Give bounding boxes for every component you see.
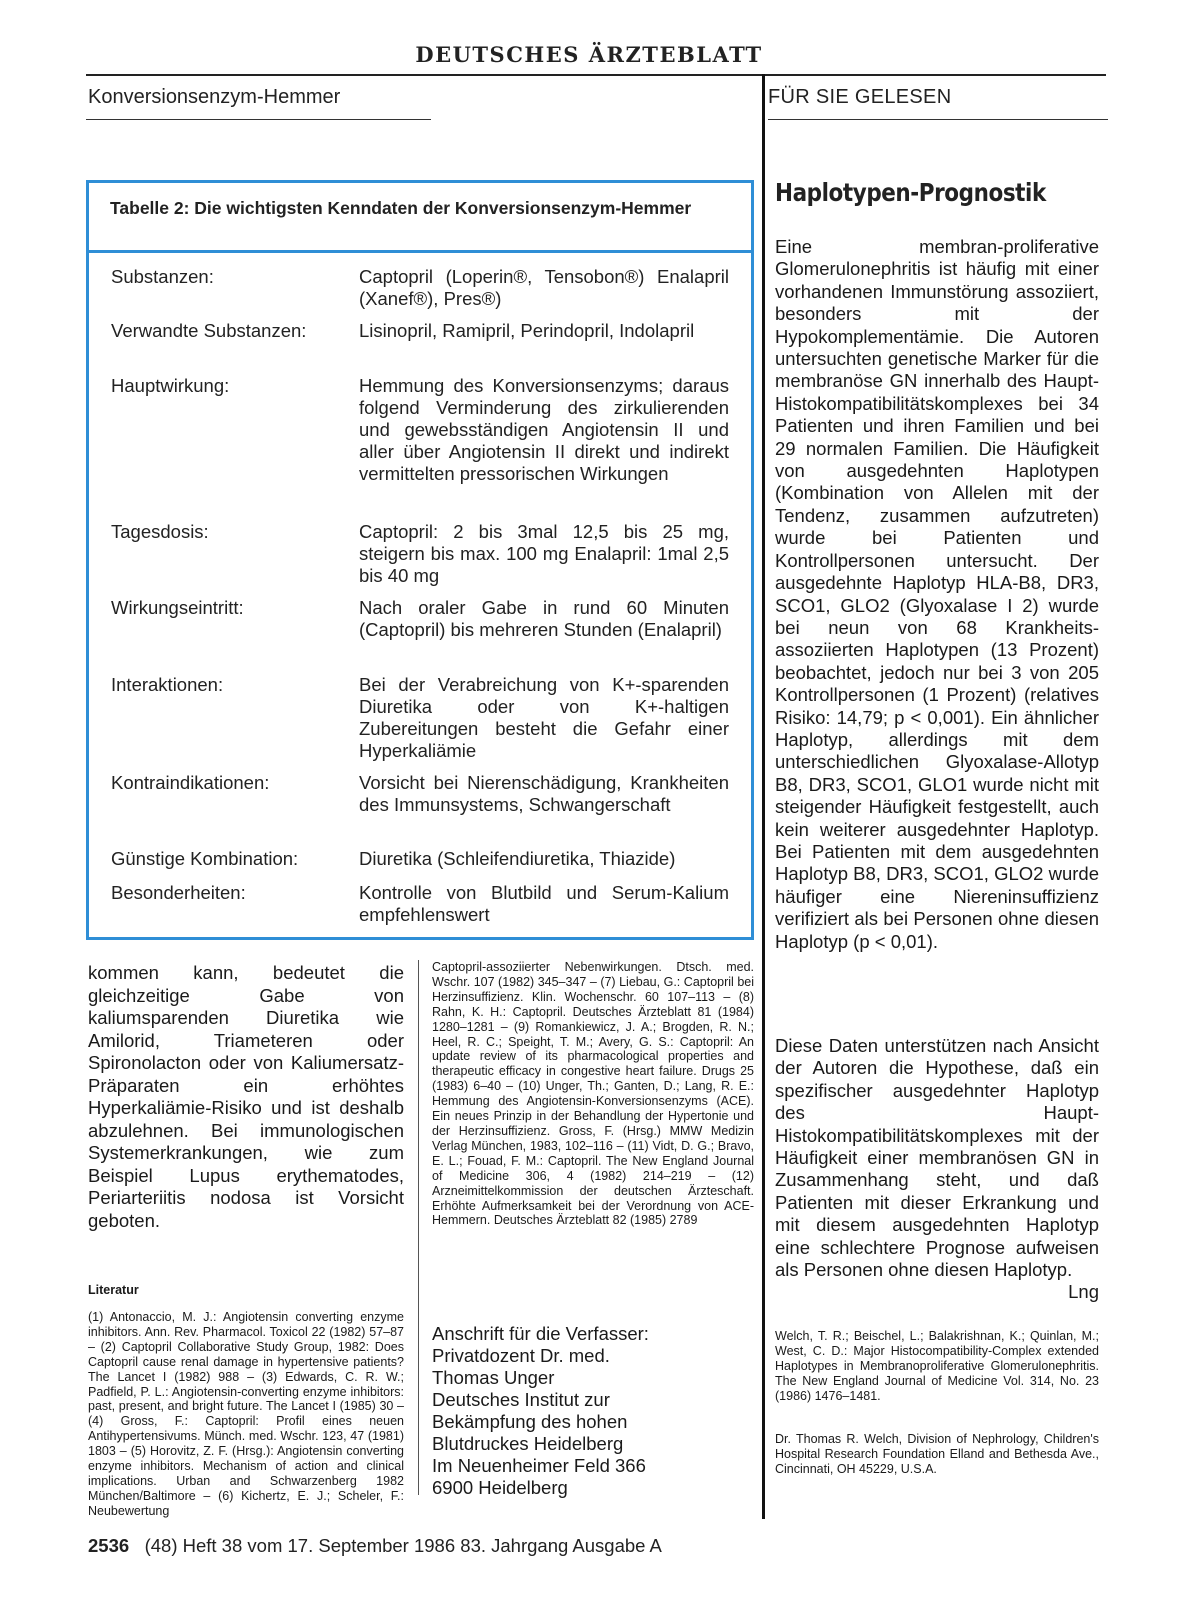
- row-value: Captopril: 2 bis 3mal 12,5 bis 25 mg, steigern bis max. 100 mg Enalapril: 1mal 2,5 bis 40 mg: [359, 521, 729, 586]
- row-value: Diuretika (Schleifendiuretika, Thiazide): [359, 848, 676, 869]
- page-footer: [88, 1535, 662, 1557]
- issue-info: (48) Heft 38 vom 17. September 1986 83. Jahrgang Ausgabe A: [144, 1535, 662, 1556]
- article-continuation: kommen kann, bedeutet die gleichzeitige Gabe von kaliumsparenden Diuretika wie Amilorid, Triameteren oder Spironolacton oder von Kaliumersatz-Präparaten ein erhöhtes Hyperkaliämie-Risiko und ist deshalb abzulehnen. Bei immunologischen Systemerkrankungen, wie zum Beispiel Lupus erythematodes, Periarteriitis nodosa ist Vorsicht geboten.: [88, 962, 404, 1231]
- masthead: DEUTSCHES ÄRZTEBLATT: [415, 42, 763, 67]
- literature-list-part1: (1) Antonaccio, M. J.: Angiotensin converting enzyme inhibitors. Ann. Rev. Pharmacol. Toxicol 22 (1982) 57–87 – (2) Captopril Collaborative Study Group, 1982: Does Captopril cause renal damage in hypertensive patients? The Lancet I (1982) 988 – (3) Edwards, C. R. W.; Padfield, P. L.: Angiotensin-converting enzyme inhibitors: past, present, and bright future. The Lancet I (1985) 30 – (4) Gross, F.: Captopril: Profil eines neuen Antihypertensivums. Münch. med. Wschr. 123, 47 (1981) 1803 – (5) Horovitz, Z. F. (Hrsg.): Angiotensin converting enzyme inhibitors. Mechanism of action and clinical implications. Urban and Schwarzenberg 1982 München/Baltimore – (6) Kichertz, E. J.; Scheler, F.: Neubewertung: [88, 1310, 404, 1518]
- row-value: Bei der Verabreichung von K+-sparenden Diuretika oder von K+-haltigen Zubereitungen besteht die Gefahr einer Hyperkaliämie: [359, 674, 729, 761]
- author-address: [432, 1323, 752, 1499]
- article-paragraph: Eine membran-proliferative Glomerulonephritis ist häufig mit einer vorhandenen Immunstörung assoziiert, besonders mit der Hypokomplementämie. Die Autoren untersuchten genetische Marker für die membranöse GN innerhalb des Haupt-Histokompatibilitätskomplexes bei 34 Patienten und ihren Familien und bei 29 normalen Familien. Die Häufigkeit von ausgedehnten Haplotypen (Kombination von Allelen mit der Tendenz, zusammen aufzutreten) wurde bei Patienten und Kontrollpersonen untersucht. Der ausgedehnte Haplotyp HLA-B8, DR3, SCO1, GLO2 (Glyoxalase I 2) wurde bei neun von 68 Krankheits-assoziierten Haplotypen (13 Prozent) beobachtet, jedoch nur bei 3 von 205 Kontrollpersonen (1 Prozent) (relatives Risiko: 14,79; p < 0,001). Ein ähnlicher Haplotyp, allerdings mit dem unterschiedlichen Glyoxalase-Allotyp B8, DR3, SCO1, GLO1 wurde nicht mit steigender Häufigkeit festgestellt, auch kein weiterer ausgedehnter Haplotyp. Bei Patienten mit dem ausgedehnten Haplotyp B8, DR3, SCO1, GLO2 wurde häufiger eine Niereninsuffizienz verifiziert als bei Personen ohne diesen Haplotyp (p < 0,01).: [775, 236, 1099, 952]
- article-paragraph: [775, 1035, 1099, 1304]
- article-title: Haplotypen-Prognostik: [775, 178, 1046, 207]
- row-value: Lisinopril, Ramipril, Perindopril, Indolapril: [359, 320, 695, 341]
- address-line: Thomas Unger: [432, 1367, 555, 1388]
- address-line: 6900 Heidelberg: [432, 1477, 568, 1498]
- table-title-rule: [86, 250, 754, 253]
- row-value: Vorsicht bei Nierenschädigung, Krankheiten des Immunsystems, Schwangerschaft: [359, 772, 729, 815]
- row-label: Verwandte Substanzen:: [111, 320, 307, 341]
- row-value: Nach oraler Gabe in rund 60 Minuten (Captopril) bis mehreren Stunden (Enalapril): [359, 597, 729, 640]
- row-label: Interaktionen:: [111, 674, 224, 695]
- address-line: Privatdozent Dr. med.: [432, 1345, 610, 1366]
- row-label: Besonderheiten:: [111, 882, 246, 903]
- literature-heading: Literatur: [88, 1283, 139, 1297]
- address-line: Blutdruckes Heidelberg: [432, 1433, 624, 1454]
- address-line: Bekämpfung des hohen: [432, 1411, 628, 1432]
- column-divider-mid: [418, 960, 419, 1495]
- section-rule-left: [86, 119, 431, 120]
- row-value: Hemmung des Konversionsenzyms; daraus folgend Verminderung des zirkulierenden und gewebsständigen Angiotensin II und aller über Angiotensin II direkt und indirekt vermittelten pressorischen Wirkungen: [359, 375, 729, 484]
- address-line: Im Neuenheimer Feld 366: [432, 1455, 646, 1476]
- section-rule-right: [768, 119, 1108, 120]
- row-label: Tagesdosis:: [111, 521, 209, 542]
- paragraph-text: Diese Daten unterstützen nach Ansicht der Autoren die Hypothese, daß ein spezifischer ausgedehnter Haplotyp des Haupt-Histokompatibilitätskomplexes mit der Häufigkeit einer membranösen GN in Zusammenhang steht, und daß Patienten mit dieser Erkrankung und mit diesem ausgedehnten Haplotyp eine schlechtere Prognose aufweisen als Personen ohne diesen Haplotyp.: [775, 1035, 1099, 1281]
- row-label: Günstige Kombination:: [111, 848, 299, 869]
- article-author-address: Dr. Thomas R. Welch, Division of Nephrology, Children's Hospital Research Foundation Elland and Bethesda Ave., Cincinnati, OH 45229, U.S.A.: [775, 1432, 1099, 1476]
- row-value: Captopril (Loperin®, Tensobon®) Enalapril (Xanef®), Pres®): [359, 266, 729, 309]
- section-title-left: Konversionsenzym-Hemmer: [88, 86, 341, 108]
- page-number: 2536: [88, 1535, 130, 1556]
- article-reference: Welch, T. R.; Beischel, L.; Balakrishnan, K.; Quinlan, M.; West, C. D.: Major Histocompatibility-Complex extended Haplotypes in Membranoproliferative Glomerulonephritis. The New England Journal of Medicine Vol. 314, No. 23 (1986) 1476–1481.: [775, 1329, 1099, 1403]
- row-label: Wirkungseintritt:: [111, 597, 244, 618]
- row-value: Kontrolle von Blutbild und Serum-Kalium empfehlenswert: [359, 882, 729, 925]
- table-title: Tabelle 2: Die wichtigsten Kenndaten der Konversionsenzym-Hemmer: [110, 198, 692, 218]
- author-signature: Lng: [1068, 1281, 1099, 1303]
- address-line: Anschrift für die Verfasser:: [432, 1323, 649, 1344]
- section-title-right: FÜR SIE GELESEN: [768, 86, 952, 108]
- address-line: Deutsches Institut zur: [432, 1389, 610, 1410]
- row-label: Substanzen:: [111, 266, 214, 287]
- row-label: Kontraindikationen:: [111, 772, 270, 793]
- column-divider: [762, 74, 765, 1519]
- header-rule: [86, 74, 1106, 76]
- literature-list-part2: Captopril-assoziierter Nebenwirkungen. Dtsch. med. Wschr. 107 (1982) 345–347 – (7) Liebau, G.: Captopril bei Herzinsuffizienz. Klin. Wochenschr. 60 107–113 – (8) Rahn, K. H.: Captopril. Deutsches Ärzteblatt 81 (1984) 1280–1281 – (9) Romankiewicz, J. A.; Brogden, R. N.; Heel, R. C.; Speight, T. M.; Avery, G. S.: Captopril: An update review of its pharmacological properties and therapeutic efficacy in congestive heart failure. Drugs 25 (1983) 6–40 – (10) Unger, Th.; Ganten, D.; Lang, R. E.: Hemmung des Angiotensin-Konversionsenzyms (ACE). Ein neues Prinzip in der Behandlung der Hypertonie und der Herzinsuffizienz. Gross, F. (Hrsg.) MMW Medizin Verlag München, 1983, 102–116 – (11) Vidt, D. G.; Bravo, E. L.; Fouad, F. M.: Captopril. The New England Journal of Medicine 306, 4 (1982) 214–219 – (12) Arzneimittelkommission der deutschen Ärzteschaft. Erhöhte Aufmerksamkeit bei der Verordnung von ACE-Hemmern. Deutsches Ärzteblatt 82 (1985) 2789: [432, 960, 754, 1228]
- row-label: Hauptwirkung:: [111, 375, 230, 396]
